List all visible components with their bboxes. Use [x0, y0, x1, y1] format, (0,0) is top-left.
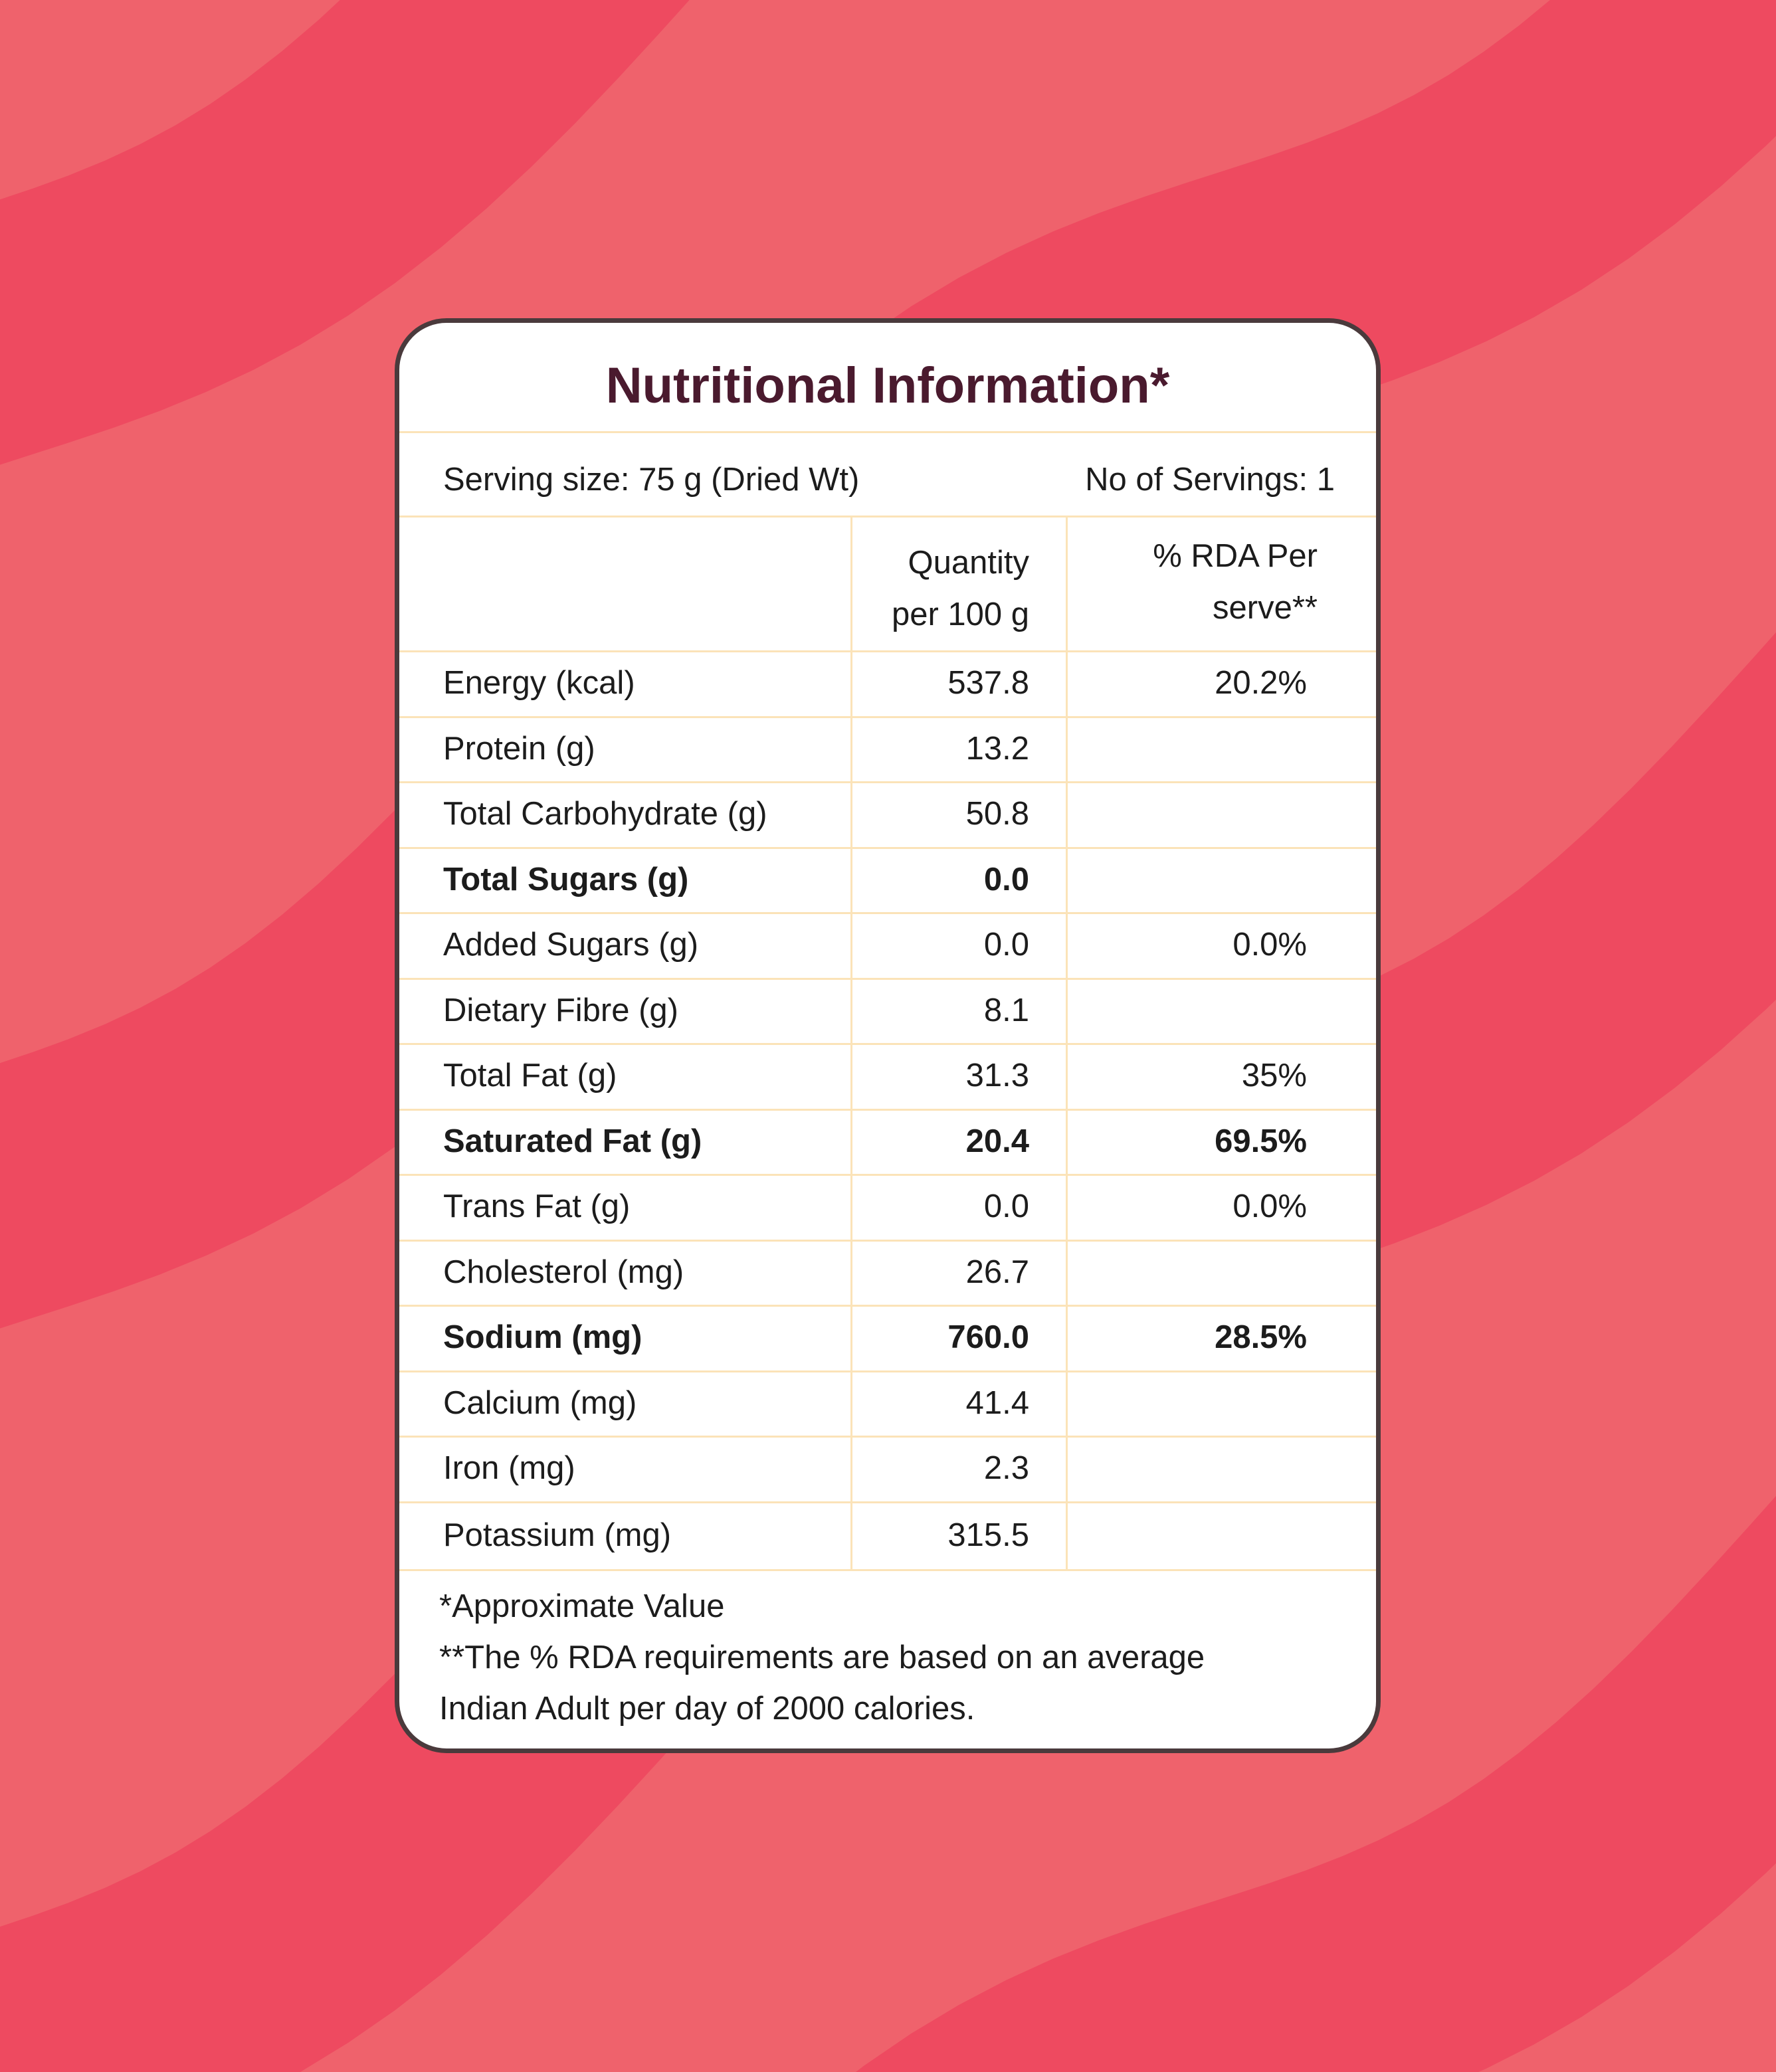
nutrient-quantity: 0.0 [983, 861, 1029, 897]
nutrient-label: Total Fat (g) [443, 1058, 617, 1093]
divider [399, 431, 1376, 433]
footnote-approx: *Approximate Value [439, 1588, 725, 1624]
footnote-rda-line1: **The % RDA requirements are based on an average [439, 1640, 1205, 1675]
rda-header [1153, 530, 1318, 634]
nutrient-quantity: 760.0 [947, 1319, 1029, 1355]
nutrient-quantity: 20.4 [965, 1123, 1029, 1159]
nutrient-quantity: 26.7 [965, 1254, 1029, 1290]
divider [399, 1569, 1376, 1571]
nutrient-rda: 0.0% [1233, 1188, 1307, 1224]
nutrient-rda: 0.0% [1233, 927, 1307, 963]
serving-size: Serving size: 75 g (Dried Wt) [443, 462, 860, 498]
footnote-rda-line2: Indian Adult per day of 2000 calories. [439, 1691, 975, 1727]
nutrient-label: Potassium (mg) [443, 1517, 672, 1553]
quantity-header-line1: Quantity [908, 545, 1029, 581]
nutrient-rda: 20.2% [1215, 665, 1307, 701]
nutrient-label: Total Sugars (g) [443, 861, 689, 897]
servings-count: No of Servings: 1 [1085, 462, 1335, 498]
nutrient-rda: 28.5% [1215, 1319, 1307, 1355]
nutrient-quantity: 41.4 [965, 1384, 1029, 1421]
nutrient-label: Trans Fat (g) [443, 1188, 631, 1224]
divider [399, 516, 1376, 518]
nutrient-label: Total Carbohydrate (g) [443, 796, 767, 832]
nutrient-label: Protein (g) [443, 730, 595, 767]
nutrient-quantity: 50.8 [965, 796, 1029, 832]
nutrient-quantity: 2.3 [983, 1450, 1029, 1486]
nutrient-label: Iron (mg) [443, 1450, 575, 1486]
nutrient-label: Energy (kcal) [443, 665, 635, 701]
nutrient-quantity: 13.2 [965, 730, 1029, 767]
nutrient-quantity: 31.3 [965, 1058, 1029, 1093]
nutrient-quantity: 8.1 [983, 992, 1029, 1028]
nutrient-label: Dietary Fibre (g) [443, 992, 678, 1028]
nutrient-label: Cholesterol (mg) [443, 1254, 684, 1290]
panel-title: Nutritional Information* [605, 357, 1170, 414]
nutrition-panel [395, 318, 1381, 1753]
nutrient-rda: 35% [1241, 1058, 1307, 1093]
quantity-header [892, 537, 1029, 640]
nutrient-label: Saturated Fat (g) [443, 1123, 702, 1159]
nutrient-quantity: 0.0 [983, 1188, 1029, 1224]
rda-header-line1: % RDA Per [1153, 538, 1318, 574]
nutrient-label: Sodium (mg) [443, 1319, 642, 1355]
rda-header-line2: serve** [1213, 590, 1318, 626]
quantity-header-line2: per 100 g [891, 597, 1029, 632]
nutrient-rda: 69.5% [1215, 1123, 1307, 1159]
nutrient-label: Calcium (mg) [443, 1384, 637, 1421]
nutrient-quantity: 537.8 [947, 665, 1029, 701]
nutrient-quantity: 0.0 [983, 927, 1029, 963]
nutrient-label: Added Sugars (g) [443, 927, 699, 963]
nutrient-quantity: 315.5 [947, 1517, 1029, 1553]
